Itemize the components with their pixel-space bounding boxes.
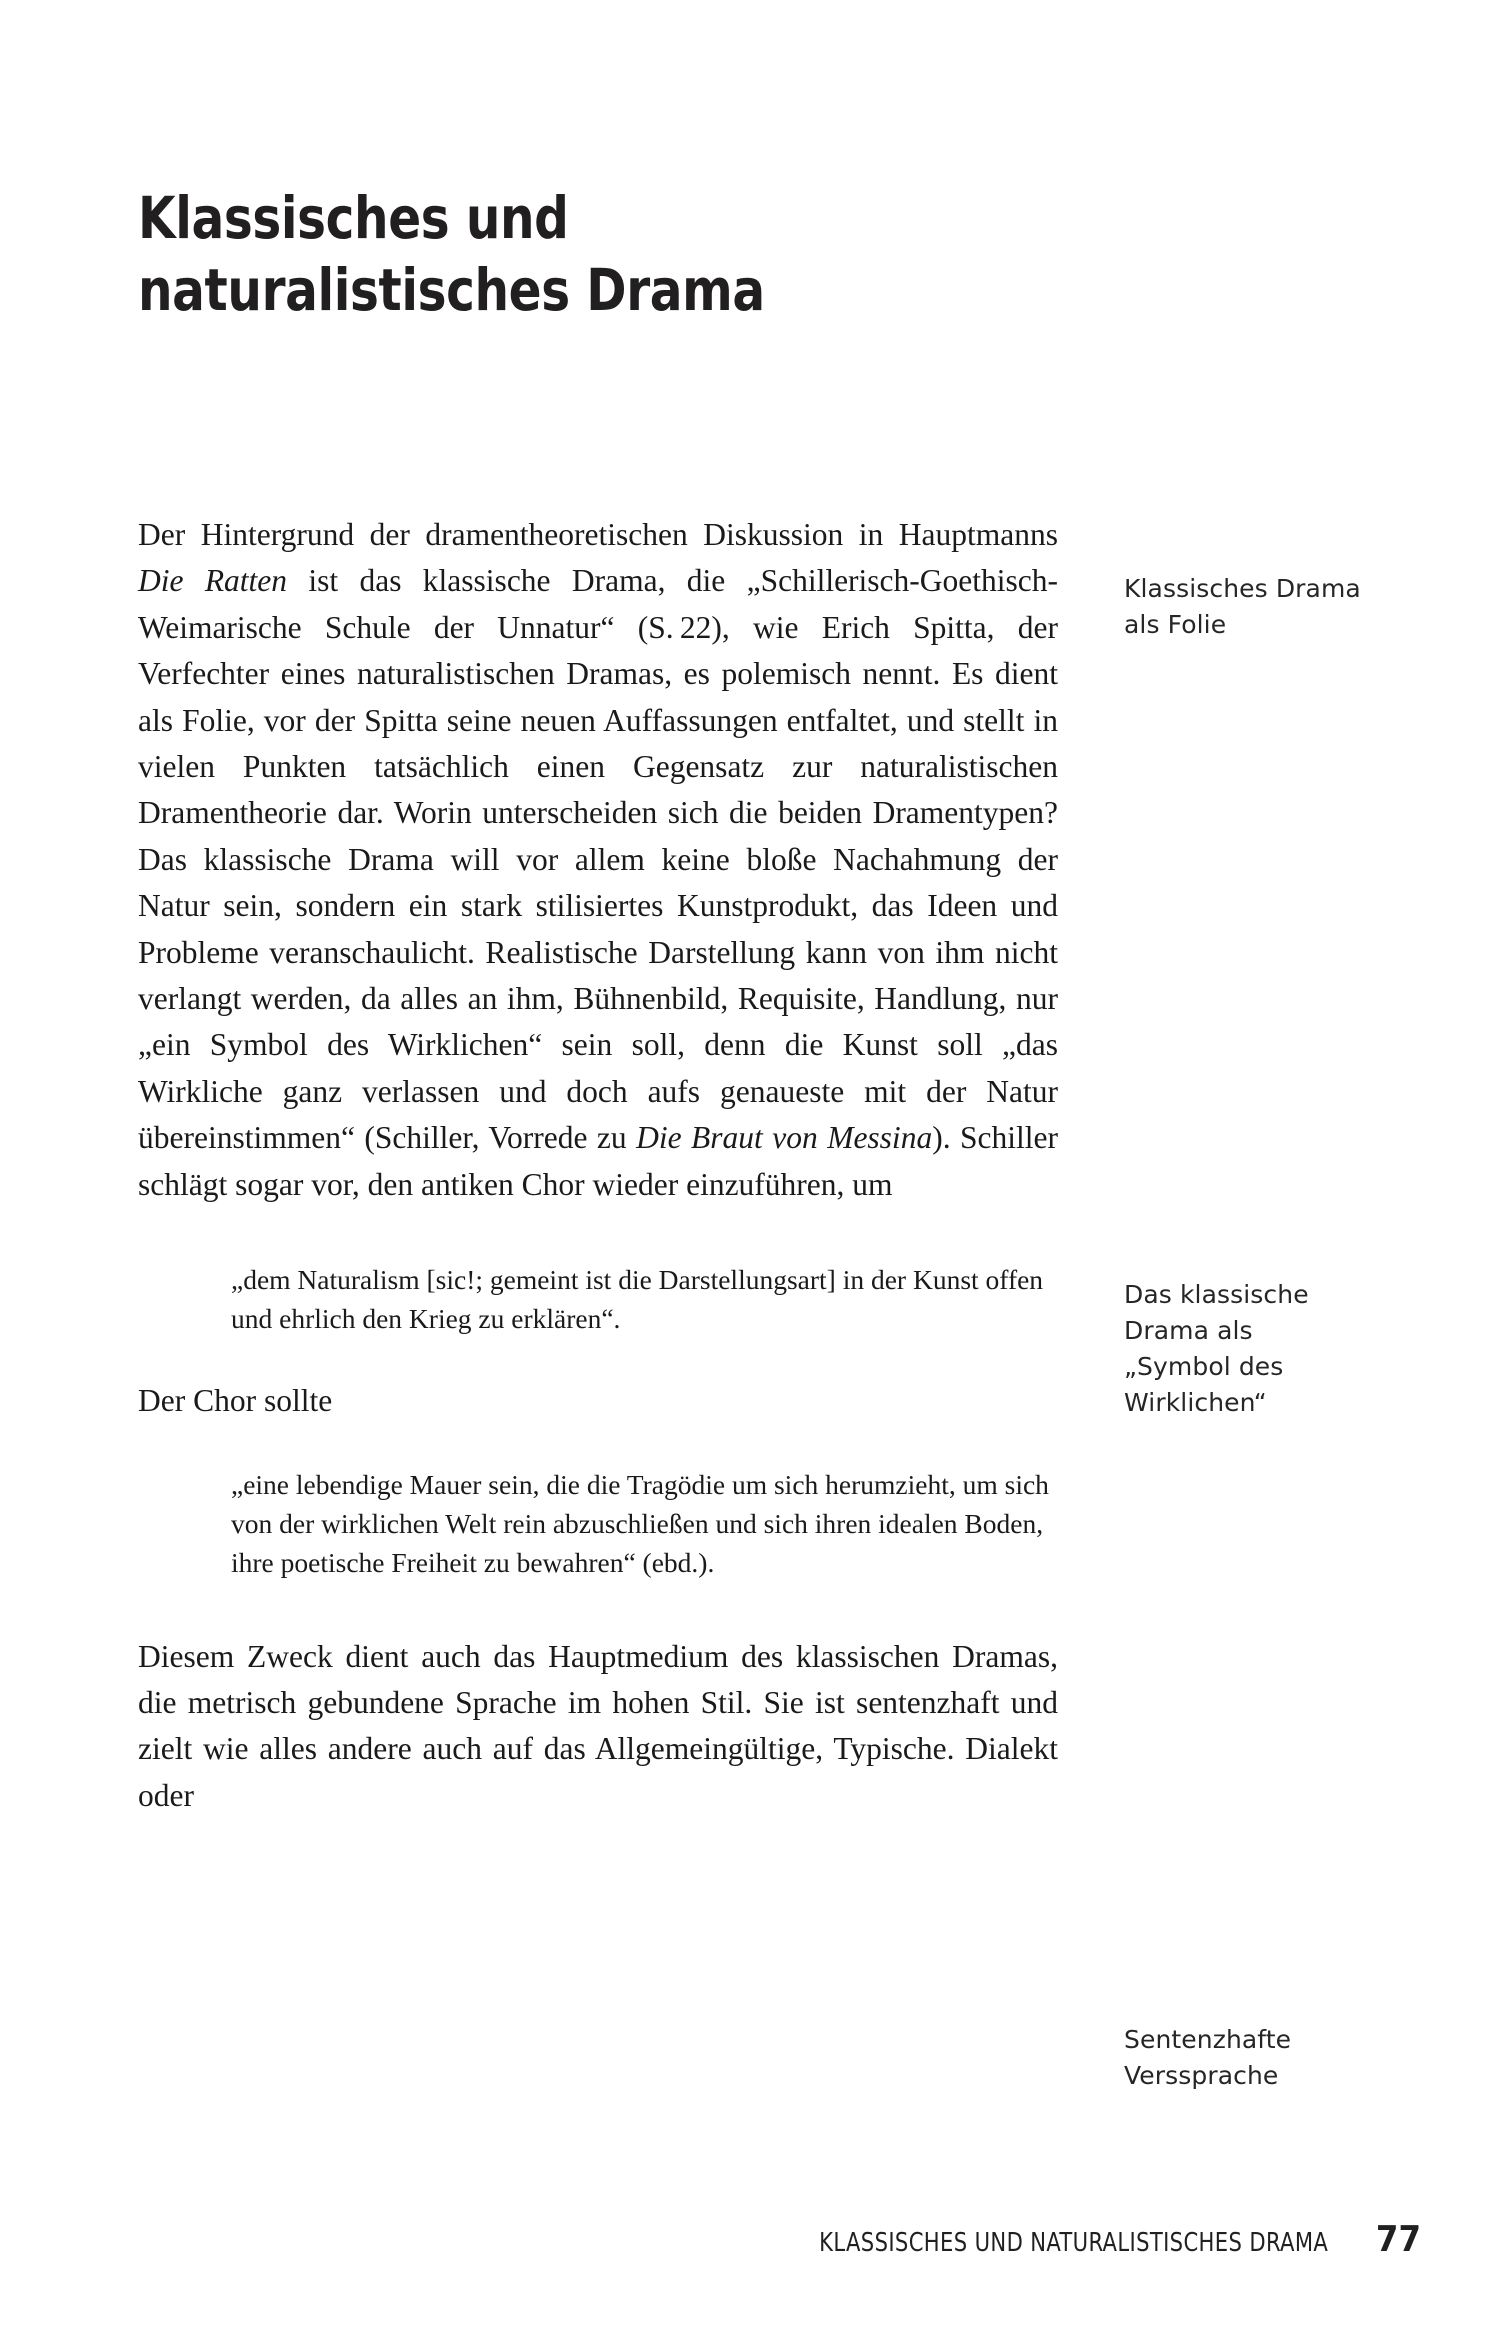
margin-note-klassisches-drama-als-folie	[1124, 571, 1424, 643]
margin-note-line: „Symbol des	[1124, 1352, 1284, 1381]
page-footer	[0, 2219, 1501, 2272]
margin-note-symbol-des-wirklichen	[1124, 1277, 1424, 1421]
margin-note-line: Das klassische	[1124, 1280, 1309, 1309]
paragraph-1-part-3: ). Schiller schlägt sogar vor, den antiken Chor wieder einzuführen, um	[138, 1120, 1058, 1202]
margin-note-line: Sentenzhafte	[1124, 2025, 1292, 2054]
spacer	[138, 1425, 1058, 1465]
work-title-die-ratten: Die Ratten	[138, 563, 288, 599]
margin-note-line: als Folie	[1124, 610, 1227, 639]
margin-note-line: Verssprache	[1124, 2061, 1279, 2090]
paragraph-1-part-2: ist das klassische Drama, die „Schillerisch-Goethisch-Weimarische Schule der Unnatur“ (S. 22), wie Erich Spitta, der Verfechter eines naturalistischen Dramas, es polemisch nennt. Es dient als Folie, vor der Spitta seine neuen Auffassungen entfaltet, und stellt in vielen Punkten tatsächlich einen Gegensatz zur naturalistischen Dramentheorie dar. Worin unterscheiden sich die beiden Dramentypen? Das klassische Drama will vor allem keine bloße Nachahmung der Natur sein, sondern ein stark stilisiertes Kunstprodukt, das Ideen und Probleme veranschaulicht. Realistische Darstellung kann von ihm nicht verlangt werden, da alles an ihm, Bühnenbild, Requisite, Handlung, nur „ein Symbol des Wirklichen“ sein soll, denn die Kunst soll „das Wirkliche ganz verlassen und doch aufs genaueste mit der Natur übereinstimmen“ (Schiller, Vorrede zu	[138, 563, 1058, 1156]
main-text-column	[138, 512, 1058, 1819]
page-title	[138, 182, 975, 326]
paragraph-1-part-1: Der Hintergrund der dramentheoretischen Diskussion in Hauptmanns	[138, 517, 1058, 552]
work-title-die-braut-von-messina: Die Braut von Messina	[636, 1120, 933, 1156]
body-paragraph-2: Der Chor sollte	[138, 1383, 333, 1419]
spacer	[138, 1208, 1058, 1260]
body-paragraph-3: Diesem Zweck dient auch das Hauptmedium des klassischen Dramas, die metrisch gebundene Sprache im hohen Stil. Sie ist sentenzhaft und zielt wie alles andere auch auf das Allgemeingültige, Typische. Dialekt oder	[138, 1638, 1058, 1813]
spacer	[138, 1338, 1058, 1378]
spacer	[138, 1582, 1058, 1634]
margin-note-sentenzhafte-verssprache	[1124, 2022, 1424, 2094]
page-title-line-1: Klassisches und	[138, 183, 569, 252]
footer-running-title: KLASSISCHES UND NATURALISTISCHES DRAMA	[818, 2228, 1328, 2258]
margin-note-line: Drama als	[1124, 1316, 1253, 1345]
block-quote-1	[138, 1260, 1058, 1338]
margin-note-line: Klassisches Drama	[1124, 574, 1361, 603]
block-quote-2-text: „eine lebendige Mauer sein, die die Tragödie um sich herumzieht, um sich von der wirklichen Welt rein abzuschließen und sich ihren idealen Boden, ihre poetische Freiheit zu bewahren“ (ebd.).	[231, 1468, 1049, 1578]
margin-note-line: Wirklichen“	[1124, 1388, 1267, 1417]
block-quote-2	[138, 1465, 1058, 1582]
footer-page-number: 77	[1375, 2219, 1421, 2260]
page-title-line-2: naturalistisches Drama	[138, 255, 765, 324]
body-paragraph-1	[138, 512, 1058, 1208]
block-quote-1-text: „dem Naturalism [sic!; gemeint ist die Darstellungsart] in der Kunst offen und ehrlich den Krieg zu erklären“.	[231, 1264, 1044, 1335]
